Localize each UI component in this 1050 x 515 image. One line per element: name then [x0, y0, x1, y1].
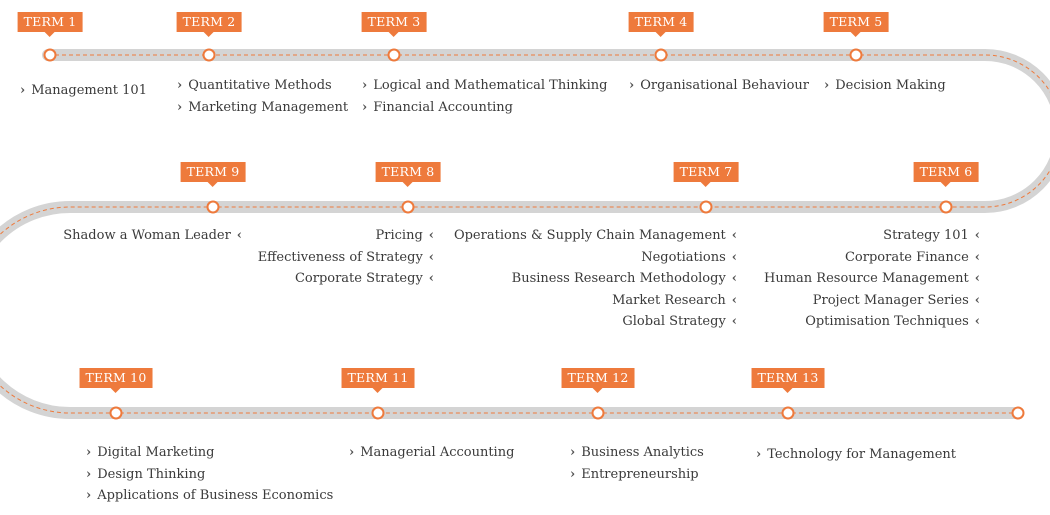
- term-7-node: [700, 201, 713, 214]
- term-9-node: [207, 201, 220, 214]
- term-2-node: [203, 49, 216, 62]
- course-item: › Organisational Behaviour: [629, 75, 809, 97]
- term-2-courses: [177, 75, 348, 118]
- term-4-node: [655, 49, 668, 62]
- course-item: Negotiations ‹: [454, 247, 737, 269]
- term-7-courses: [454, 225, 737, 333]
- term-5-label: TERM 5: [824, 12, 889, 32]
- term-10-node: [110, 407, 123, 420]
- term-8-node: [402, 201, 415, 214]
- course-item: Global Strategy ‹: [454, 311, 737, 333]
- term-6-node: [940, 201, 953, 214]
- course-item: › Decision Making: [824, 75, 946, 97]
- course-item: Shadow a Woman Leader ‹: [63, 225, 242, 247]
- course-item: Project Manager Series ‹: [764, 290, 980, 312]
- course-item: Market Research ‹: [454, 290, 737, 312]
- term-5-courses: [824, 75, 946, 97]
- course-item: › Applications of Business Economics: [86, 485, 333, 507]
- course-item: › Financial Accounting: [362, 97, 607, 119]
- course-item: › Entrepreneurship: [570, 464, 704, 486]
- timeline-end-node: [1012, 407, 1025, 420]
- term-9-courses: [63, 225, 242, 247]
- term-11-courses: [349, 442, 514, 464]
- term-5-node: [850, 49, 863, 62]
- term-13-label: TERM 13: [752, 368, 825, 388]
- term-1-courses: [20, 80, 147, 102]
- course-item: › Design Thinking: [86, 464, 333, 486]
- term-9-label: TERM 9: [181, 162, 246, 182]
- course-item: › Logical and Mathematical Thinking: [362, 75, 607, 97]
- term-4-courses: [629, 75, 809, 97]
- course-item: Operations & Supply Chain Management ‹: [454, 225, 737, 247]
- term-2-label: TERM 2: [177, 12, 242, 32]
- term-13-courses: [756, 444, 956, 466]
- term-10-label: TERM 10: [80, 368, 153, 388]
- term-4-label: TERM 4: [629, 12, 694, 32]
- term-1-label: TERM 1: [18, 12, 83, 32]
- term-8-courses: [258, 225, 434, 290]
- term-7-label: TERM 7: [674, 162, 739, 182]
- term-8-label: TERM 8: [376, 162, 441, 182]
- course-item: › Management 101: [20, 80, 147, 102]
- course-item: › Marketing Management: [177, 97, 348, 119]
- term-3-node: [388, 49, 401, 62]
- course-item: › Managerial Accounting: [349, 442, 514, 464]
- course-item: › Digital Marketing: [86, 442, 333, 464]
- course-item: › Business Analytics: [570, 442, 704, 464]
- term-12-courses: [570, 442, 704, 485]
- course-item: Effectiveness of Strategy ‹: [258, 247, 434, 269]
- term-12-label: TERM 12: [562, 368, 635, 388]
- course-item: Business Research Methodology ‹: [454, 268, 737, 290]
- term-6-label: TERM 6: [914, 162, 979, 182]
- term-10-courses: [86, 442, 333, 507]
- term-3-courses: [362, 75, 607, 118]
- term-6-courses: [764, 225, 980, 333]
- term-3-label: TERM 3: [362, 12, 427, 32]
- term-1-node: [44, 49, 57, 62]
- term-11-label: TERM 11: [342, 368, 415, 388]
- term-11-node: [372, 407, 385, 420]
- course-item: Corporate Strategy ‹: [258, 268, 434, 290]
- course-item: Corporate Finance ‹: [764, 247, 980, 269]
- course-item: Strategy 101 ‹: [764, 225, 980, 247]
- course-item: Optimisation Techniques ‹: [764, 311, 980, 333]
- term-13-node: [782, 407, 795, 420]
- course-item: › Quantitative Methods: [177, 75, 348, 97]
- course-item: Pricing ‹: [258, 225, 434, 247]
- course-item: › Technology for Management: [756, 444, 956, 466]
- term-12-node: [592, 407, 605, 420]
- course-item: Human Resource Management ‹: [764, 268, 980, 290]
